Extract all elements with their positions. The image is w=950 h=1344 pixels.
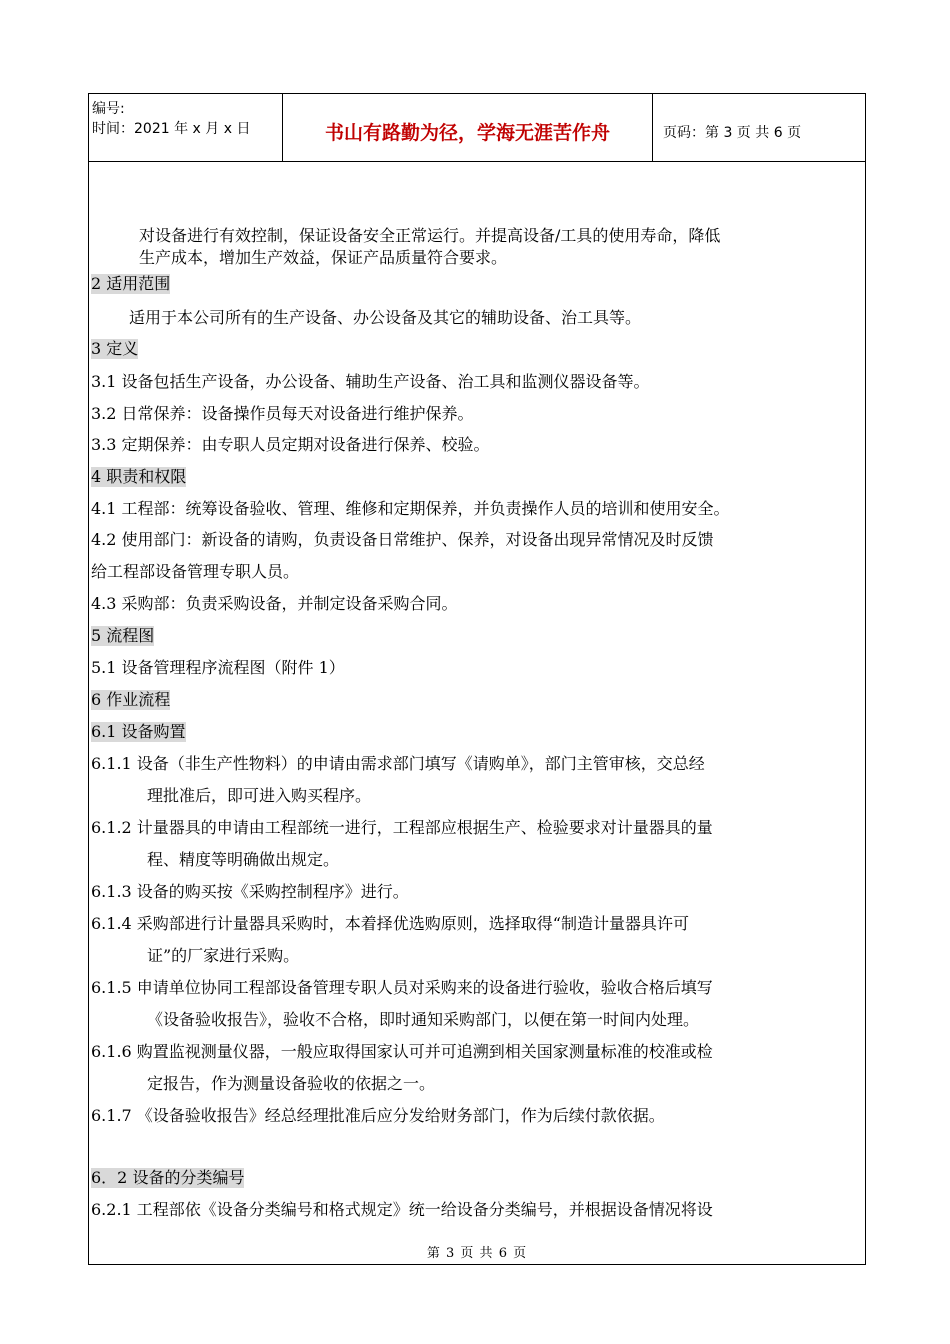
item-6-2-1: 6.2.1 工程部依《设备分类编号和格式规定》统一给设备分类编号，并根据设备情况将设 (91, 1200, 713, 1219)
document-frame (88, 93, 866, 1265)
item-6-1-6-line-2: 定报告，作为测量设备验收的依据之一。 (147, 1074, 436, 1093)
item-6-1-5-line-2: 《设备验收报告》，验收不合格，即时通知采购部门，以便在第一时间内处理。 (147, 1010, 700, 1029)
document-number-label: 编号: (92, 101, 125, 117)
item-6-1-2-line-1: 6.1.2 计量器具的申请由工程部统一进行，工程部应根据生产、检验要求对计量器具的量 (91, 818, 713, 837)
document-header (89, 94, 865, 162)
item-6-1-2-line-2: 程、精度等明确做出规定。 (147, 850, 340, 869)
section-6-1-title: 6.1 设备购置 (91, 722, 186, 741)
header-motto-cell (283, 94, 653, 161)
page-number-info: 页码：第 3 页 共 6 页 (663, 125, 802, 141)
section-6-2-title: 6．2 设备的分类编号 (91, 1168, 245, 1187)
item-4-2-line-2: 给工程部设备管理专职人员。 (91, 562, 300, 581)
item-6-1-6-line-1: 6.1.6 购置监视测量仪器，一般应取得国家认可并可追溯到相关国家测量标准的校准或检 (91, 1042, 713, 1061)
item-6-1-5-line-1: 6.1.5 申请单位协同工程部设备管理专职人员对采购来的设备进行验收，验收合格后填写 (91, 978, 713, 997)
header-meta-cell (89, 94, 283, 161)
item-3-1: 3.1 设备包括生产设备，办公设备、辅助生产设备、治工具和监测仪器设备等。 (91, 372, 650, 391)
item-6-1-4-line-2: 证”的厂家进行采购。 (147, 946, 300, 965)
purpose-line-2: 生产成本，增加生产效益，保证产品质量符合要求。 (139, 248, 508, 267)
item-4-1: 4.1 工程部：统筹设备验收、管理、维修和定期保养，并负责操作人员的培训和使用安全。 (91, 499, 730, 518)
section-5-title: 5 流程图 (91, 626, 155, 645)
item-4-2-line-1: 4.2 使用部门：新设备的请购，负责设备日常维护、保养，对设备出现异常情况及时反馈 (91, 530, 714, 549)
purpose-line-1: 对设备进行有效控制，保证设备安全正常运行。并提高设备/工具的使用寿命，降低 (139, 226, 721, 245)
item-3-3: 3.3 定期保养：由专职人员定期对设备进行保养、校验。 (91, 435, 490, 454)
item-3-2: 3.2 日常保养：设备操作员每天对设备进行维护保养。 (91, 404, 474, 423)
item-4-3: 4.3 采购部：负责采购设备，并制定设备采购合同。 (91, 594, 458, 613)
item-6-1-7: 6.1.7 《设备验收报告》经总经理批准后应分发给财务部门，作为后续付款依据。 (91, 1106, 665, 1125)
header-page-cell (653, 94, 865, 161)
item-6-1-3: 6.1.3 设备的购买按《采购控制程序》进行。 (91, 882, 409, 901)
section-2-title: 2 适用范围 (91, 274, 171, 293)
motto-text: 书山有路勤为径，学海无涯苦作舟 (324, 122, 610, 144)
section-6-title: 6 作业流程 (91, 690, 171, 709)
item-6-1-1-line-2: 理批准后，即可进入购买程序。 (147, 786, 372, 805)
section-3-title: 3 定义 (91, 339, 139, 358)
item-6-1-1-line-1: 6.1.1 设备（非生产性物料）的申请由需求部门填写《请购单》，部门主管审核，交总经 (91, 754, 705, 773)
section-2-text: 适用于本公司所有的生产设备、办公设备及其它的辅助设备、治工具等。 (129, 308, 642, 327)
page-footer: 第 3 页 共 6 页 (426, 1246, 528, 1261)
item-6-1-4-line-1: 6.1.4 采购部进行计量器具采购时，本着择优选购原则，选择取得“制造计量器具许可 (91, 914, 689, 933)
item-5-1: 5.1 设备管理程序流程图（附件 1） (91, 658, 345, 677)
section-4-title: 4 职责和权限 (91, 467, 187, 486)
document-date: 时间：2021 年 x 月 x 日 (92, 121, 251, 137)
